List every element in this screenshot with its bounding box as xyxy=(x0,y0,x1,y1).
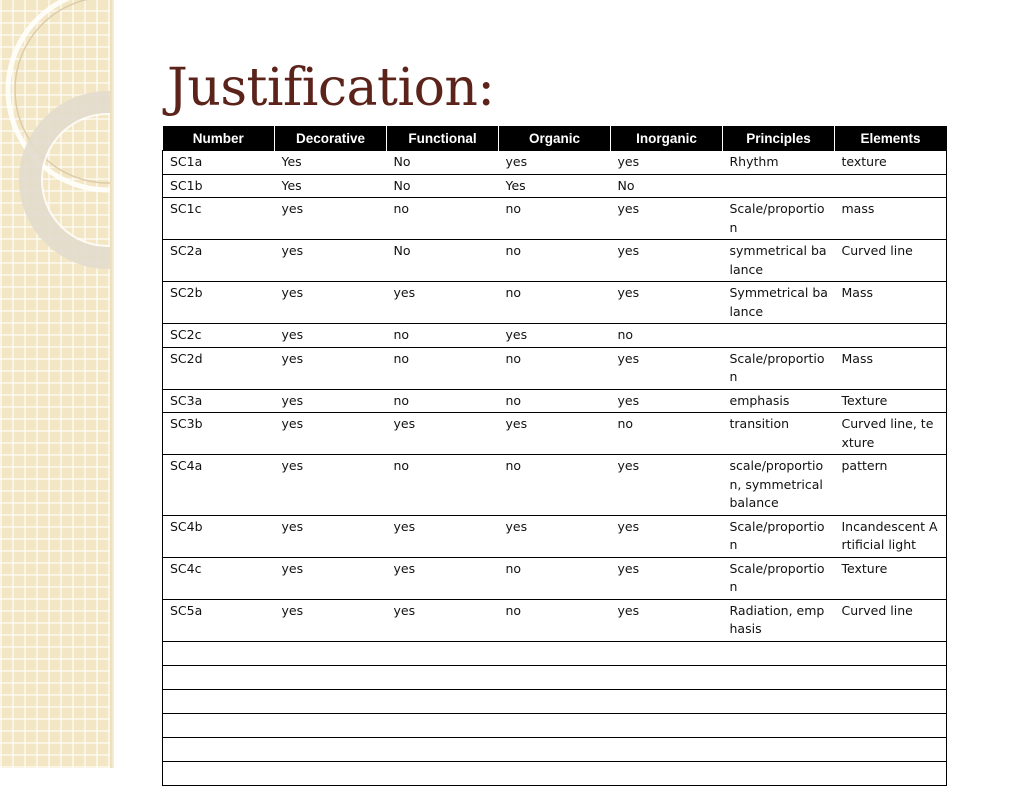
table-cell: Curved line, texture xyxy=(835,413,947,455)
table-cell: emphasis xyxy=(723,389,835,413)
table-cell xyxy=(611,737,723,761)
table-cell: SC2a xyxy=(163,240,275,282)
table-cell xyxy=(499,641,611,665)
decorative-rings xyxy=(0,0,114,300)
table-cell xyxy=(835,324,947,348)
table-row xyxy=(163,515,947,557)
table-row xyxy=(163,324,947,348)
table-cell xyxy=(611,761,723,785)
table-cell: transition xyxy=(723,413,835,455)
table-cell: no xyxy=(499,599,611,641)
table-cell: mass xyxy=(835,198,947,240)
table-row xyxy=(163,641,947,665)
table-cell: yes xyxy=(611,151,723,175)
table-cell xyxy=(163,737,275,761)
table-cell: no xyxy=(611,413,723,455)
table-cell: yes xyxy=(611,515,723,557)
column-header: Inorganic xyxy=(611,126,723,151)
table-cell xyxy=(835,689,947,713)
table-cell: yes xyxy=(275,413,387,455)
table-cell: yes xyxy=(611,282,723,324)
table-cell: texture xyxy=(835,151,947,175)
table-cell: yes xyxy=(611,455,723,516)
table-cell xyxy=(163,665,275,689)
table-body xyxy=(163,151,947,786)
table-cell: SC2c xyxy=(163,324,275,348)
table-cell: no xyxy=(499,198,611,240)
table-cell xyxy=(275,761,387,785)
table-row xyxy=(163,174,947,198)
table-cell: SC1a xyxy=(163,151,275,175)
table-cell: yes xyxy=(499,324,611,348)
table-row xyxy=(163,198,947,240)
table-cell xyxy=(611,713,723,737)
table-cell xyxy=(835,641,947,665)
table-row xyxy=(163,151,947,175)
table-cell xyxy=(835,665,947,689)
table-cell xyxy=(387,665,499,689)
table-cell: no xyxy=(499,557,611,599)
table-cell xyxy=(499,737,611,761)
table-cell xyxy=(835,761,947,785)
table-cell xyxy=(387,713,499,737)
table-cell: yes xyxy=(611,198,723,240)
table-cell: no xyxy=(387,324,499,348)
table-cell: SC1b xyxy=(163,174,275,198)
table-cell xyxy=(611,641,723,665)
table-cell xyxy=(163,713,275,737)
table-cell: yes xyxy=(387,599,499,641)
slide-title: Justification: xyxy=(167,58,495,118)
table-row xyxy=(163,599,947,641)
table-cell: yes xyxy=(275,515,387,557)
table-cell: yes xyxy=(387,557,499,599)
table-row xyxy=(163,389,947,413)
table-row xyxy=(163,689,947,713)
decorative-sidebar xyxy=(0,0,114,768)
table-cell: SC1c xyxy=(163,198,275,240)
table-row xyxy=(163,347,947,389)
table-cell: yes xyxy=(387,282,499,324)
table-cell: Curved line xyxy=(835,240,947,282)
table-cell: Mass xyxy=(835,347,947,389)
table-cell: Scale/proportion xyxy=(723,557,835,599)
table-cell xyxy=(723,689,835,713)
column-header: Elements xyxy=(835,126,947,151)
table-cell: yes xyxy=(275,282,387,324)
table-cell: yes xyxy=(275,389,387,413)
table-cell: no xyxy=(499,455,611,516)
table-cell xyxy=(723,641,835,665)
table-cell: no xyxy=(499,240,611,282)
table-cell: SC3a xyxy=(163,389,275,413)
table-cell: SC2b xyxy=(163,282,275,324)
table-cell: yes xyxy=(611,240,723,282)
table-cell xyxy=(275,713,387,737)
table-cell: Yes xyxy=(275,151,387,175)
table-cell xyxy=(723,324,835,348)
table-cell: SC4c xyxy=(163,557,275,599)
table-cell: No xyxy=(387,174,499,198)
table-cell: yes xyxy=(387,413,499,455)
table-cell xyxy=(499,665,611,689)
table-cell: symmetrical balance xyxy=(723,240,835,282)
table-cell xyxy=(835,737,947,761)
table-cell xyxy=(499,761,611,785)
table-cell: scale/proportion, symmetrical balance xyxy=(723,455,835,516)
table-cell xyxy=(723,665,835,689)
table-cell xyxy=(723,713,835,737)
table-cell: Scale/proportion xyxy=(723,198,835,240)
table-cell xyxy=(163,689,275,713)
table-cell xyxy=(499,689,611,713)
table-cell: yes xyxy=(499,413,611,455)
table-row xyxy=(163,455,947,516)
table-cell: yes xyxy=(611,557,723,599)
table-cell: no xyxy=(387,455,499,516)
table-cell xyxy=(611,665,723,689)
column-header: Decorative xyxy=(275,126,387,151)
table-cell: no xyxy=(387,198,499,240)
table-cell xyxy=(387,641,499,665)
table-cell xyxy=(835,174,947,198)
table-cell: no xyxy=(611,324,723,348)
table-row xyxy=(163,737,947,761)
table-row xyxy=(163,761,947,785)
table-row xyxy=(163,665,947,689)
column-header: Number xyxy=(163,126,275,151)
table-cell: SC4a xyxy=(163,455,275,516)
table-cell: yes xyxy=(275,455,387,516)
table-cell: no xyxy=(499,347,611,389)
table-cell xyxy=(387,737,499,761)
table-cell: No xyxy=(387,240,499,282)
table-cell xyxy=(163,641,275,665)
table-cell: Texture xyxy=(835,389,947,413)
table-header-row xyxy=(163,126,947,151)
table-cell: Rhythm xyxy=(723,151,835,175)
table-cell xyxy=(723,761,835,785)
column-header: Organic xyxy=(499,126,611,151)
table-cell: no xyxy=(387,389,499,413)
table-cell: yes xyxy=(275,198,387,240)
table-cell xyxy=(723,174,835,198)
table-cell: yes xyxy=(275,557,387,599)
table-cell: yes xyxy=(499,515,611,557)
table-cell: yes xyxy=(387,515,499,557)
table-cell: Yes xyxy=(275,174,387,198)
table-cell: pattern xyxy=(835,455,947,516)
table-cell xyxy=(835,713,947,737)
table-cell: yes xyxy=(611,347,723,389)
table-cell xyxy=(163,761,275,785)
column-header: Functional xyxy=(387,126,499,151)
table-cell: yes xyxy=(275,347,387,389)
table-cell: Incandescent Artificial light xyxy=(835,515,947,557)
table-cell xyxy=(723,737,835,761)
table-cell: Yes xyxy=(499,174,611,198)
table-row xyxy=(163,282,947,324)
table-cell xyxy=(387,689,499,713)
table-cell xyxy=(275,665,387,689)
table-cell: Symmetrical balance xyxy=(723,282,835,324)
table-cell xyxy=(387,761,499,785)
table-cell: yes xyxy=(275,240,387,282)
table-cell: Scale/proportion xyxy=(723,347,835,389)
table-cell: Scale/proportion xyxy=(723,515,835,557)
table-cell: Texture xyxy=(835,557,947,599)
table-cell: Radiation, emphasis xyxy=(723,599,835,641)
table-cell: No xyxy=(387,151,499,175)
table-cell: SC5a xyxy=(163,599,275,641)
table-cell xyxy=(275,641,387,665)
table-cell: SC2d xyxy=(163,347,275,389)
table-cell: Mass xyxy=(835,282,947,324)
table-row xyxy=(163,557,947,599)
sidebar-edge xyxy=(110,0,114,768)
table-cell xyxy=(499,713,611,737)
table-cell: no xyxy=(499,282,611,324)
table-row xyxy=(163,240,947,282)
table-cell xyxy=(275,737,387,761)
table-cell: no xyxy=(499,389,611,413)
table-row xyxy=(163,413,947,455)
table-cell: SC3b xyxy=(163,413,275,455)
table-cell: No xyxy=(611,174,723,198)
table-cell: yes xyxy=(611,599,723,641)
table-cell xyxy=(275,689,387,713)
table-row xyxy=(163,713,947,737)
column-header: Principles xyxy=(723,126,835,151)
table-cell: yes xyxy=(275,324,387,348)
table-cell: yes xyxy=(275,599,387,641)
table-cell: yes xyxy=(499,151,611,175)
table-cell: yes xyxy=(611,389,723,413)
table-cell xyxy=(611,689,723,713)
table-cell: SC4b xyxy=(163,515,275,557)
justification-table xyxy=(162,126,947,786)
table-cell: no xyxy=(387,347,499,389)
table-cell: Curved line xyxy=(835,599,947,641)
